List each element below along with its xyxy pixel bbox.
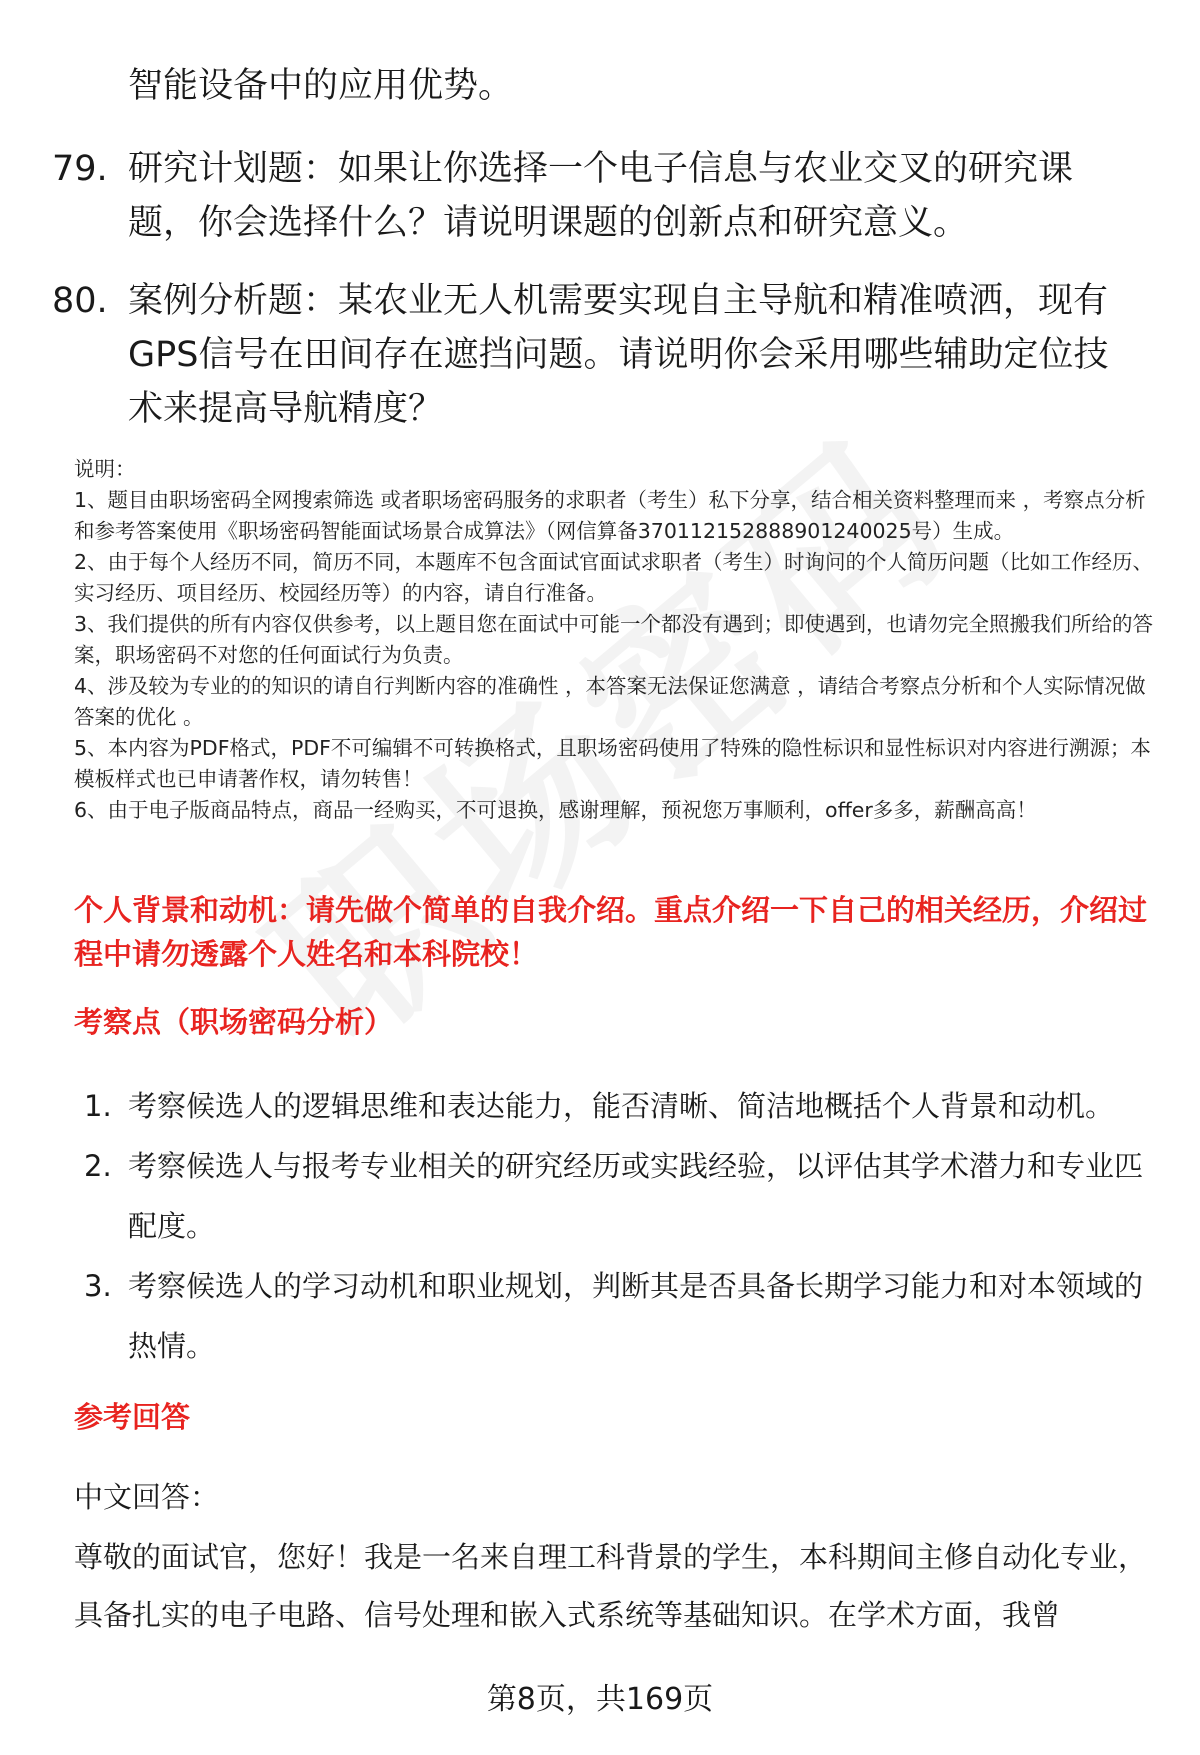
question-text: 案例分析题：某农业无人机需要实现自主导航和精准喷洒，现有GPS信号在田间存在遮挡问题。请说明你会采用哪些辅助定位技术来提高导航精度？: [128, 281, 1109, 429]
list-text: 考察候选人的逻辑思维和表达能力，能否清晰、简洁地概括个人背景和动机。: [128, 1089, 1115, 1123]
reference-heading: 参考回答: [74, 1400, 191, 1434]
list-number: 1.: [84, 1089, 112, 1123]
notes-title: 说明：: [74, 457, 136, 481]
note-item: 2、由于每个人经历不同，简历不同，本题库不包含面试官面试求职者（考生）时询问的个人简历问题（比如工作经历、实习经历、项目经历、校园经历等）的内容，请自行准备。: [74, 550, 1154, 605]
question-number: 80.: [52, 281, 108, 321]
question-continuation: 智能设备中的应用优势。: [128, 66, 514, 106]
question-79: [52, 142, 1142, 250]
answer-text: 尊敬的面试官，您好！我是一名来自理工科背景的学生，本科期间主修自动化专业，具备扎实的电子电路、信号处理和嵌入式系统等基础知识。在学术方面，我曾: [74, 1540, 1148, 1632]
question-number: 79.: [52, 149, 108, 189]
background-question: 个人背景和动机：请先做个简单的自我介绍。重点介绍一下自己的相关经历，介绍过程中请勿透露个人姓名和本科院校！: [74, 893, 1148, 971]
note-item: 1、题目由职场密码全网搜索筛选 或者职场密码服务的求职者（考生）私下分享，结合相关资料整理而来 ，考察点分析和参考答案使用《职场密码智能面试场景合成算法》（网信算备370112152888901240025号）生成。: [74, 488, 1146, 543]
note-item: 4、涉及较为专业的的知识的请自行判断内容的准确性 ，本答案无法保证您满意 ，请结合考察点分析和个人实际情况做答案的优化 。: [74, 674, 1146, 729]
question-text: 研究计划题：如果让你选择一个电子信息与农业交叉的研究课题，你会选择什么？请说明课题的创新点和研究意义。: [128, 149, 1074, 243]
note-item: 3、我们提供的所有内容仅供参考，以上题目您在面试中可能一个都没有遇到；即使遇到，也请勿完全照搬我们所给的答案，职场密码不对您的任何面试行为负责。: [74, 612, 1154, 667]
page-footer: 第8页，共169页: [486, 1682, 714, 1717]
focus-heading: 考察点（职场密码分析）: [74, 1005, 394, 1039]
list-item: [84, 1256, 1154, 1376]
notes-section: [74, 454, 1154, 826]
list-text: 考察候选人与报考专业相关的研究经历或实践经验，以评估其学术潜力和专业匹配度。: [128, 1149, 1144, 1243]
note-item: 5、本内容为PDF格式，PDF不可编辑不可转换格式，且职场密码使用了特殊的隐性标识和显性标识对内容进行溯源；本模板样式也已申请著作权，请勿转售！: [74, 736, 1151, 791]
list-text: 考察候选人的学习动机和职业规划，判断其是否具备长期学习能力和对本领域的热情。: [128, 1269, 1144, 1363]
note-item: 6、由于电子版商品特点，商品一经购买，不可退换，感谢理解，预祝您万事顺利，offer多多，薪酬高高！: [74, 798, 1037, 822]
chinese-answer-label: 中文回答：: [74, 1480, 220, 1514]
list-number: 2.: [84, 1149, 112, 1183]
question-80: [52, 274, 1142, 436]
list-item: [84, 1076, 1154, 1136]
list-item: [84, 1136, 1154, 1256]
focus-list: [84, 1076, 1154, 1376]
list-number: 3.: [84, 1269, 112, 1303]
